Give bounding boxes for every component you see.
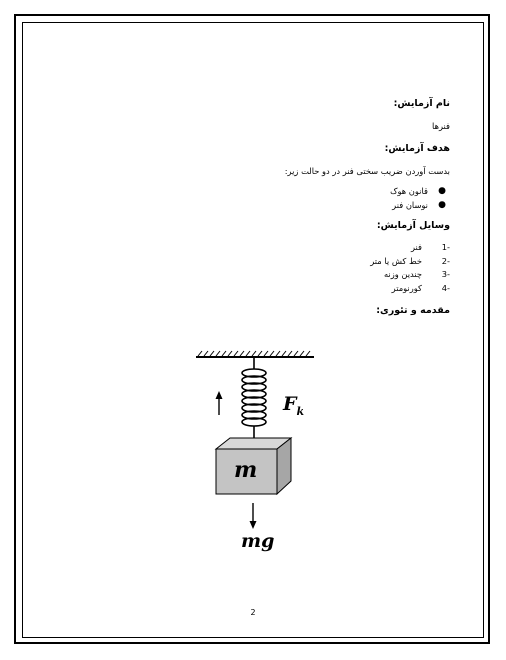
goal-heading: هدف آزمایش: (384, 143, 450, 154)
spring (242, 357, 266, 440)
intro-heading: مقدمه و تئوری: (376, 305, 450, 316)
list-item: ● نوسان فنر (392, 200, 446, 210)
ceiling-support (196, 351, 314, 357)
mass-label: m (234, 457, 258, 483)
weight-label: mg (241, 530, 275, 552)
goal-bullet-list (120, 184, 450, 212)
page-number: 2 (250, 608, 256, 617)
equipment-list (120, 241, 450, 295)
goal-text: بدست آوردن ضریب سختی فنر در دو حالت زیر: (284, 166, 450, 176)
weight-arrow (250, 503, 257, 529)
bullet-icon: ● (438, 200, 446, 210)
list-item: 1- فنر (410, 242, 450, 252)
experiment-name-heading: نام آزمایش: (393, 98, 450, 109)
equipment-heading: وسایل آزمایش: (376, 220, 450, 231)
spring-mass-figure (190, 345, 330, 560)
spring-force-label: $F_k$ (283, 393, 305, 418)
list-item: 4- کورنومتر (391, 282, 450, 293)
list-item: 3- چندین وزنه (383, 269, 450, 279)
bullet-icon: ● (438, 186, 446, 196)
list-item: 2- خط کش یا متر (370, 255, 450, 266)
list-item: ● قانون هوک (390, 186, 446, 196)
experiment-name-text: فنرها (432, 121, 450, 131)
spring-force-arrow (216, 391, 223, 415)
document-body (120, 98, 450, 316)
